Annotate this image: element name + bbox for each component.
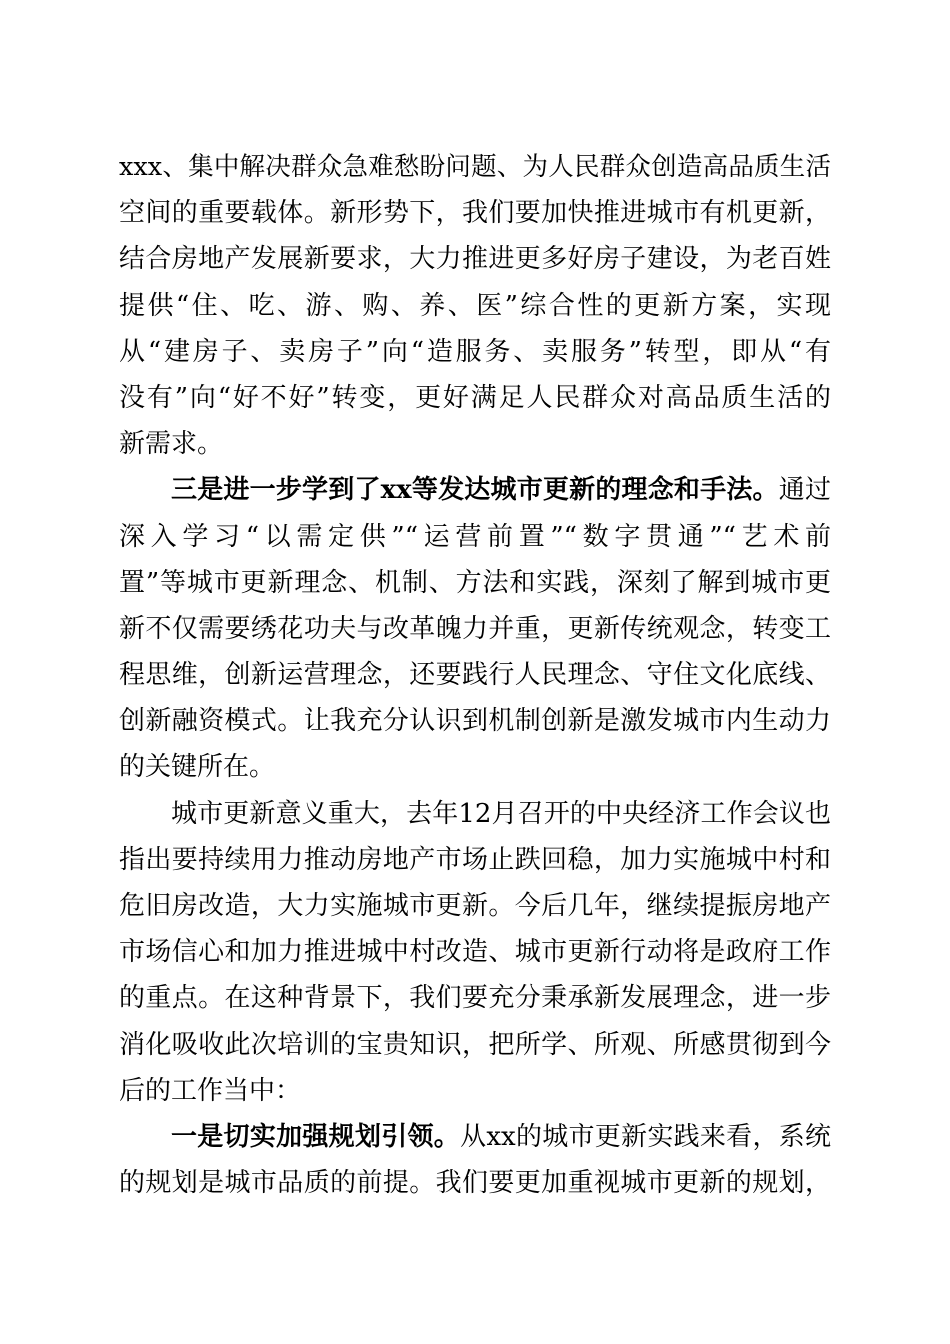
paragraph-2-line-3: 置”等城市更新理念、机制、方法和实践，深刻了解到城市更 (119, 567, 831, 598)
document-body (119, 144, 831, 1206)
paragraph-2-line-5: 程思维，创新运营理念，还要践行人民理念、守住文化底线、 (119, 660, 831, 691)
paragraph-4-line-2: 的规划是城市品质的前提。我们要更加重视城市更新的规划， (119, 1168, 831, 1199)
paragraph-2-first-line (119, 467, 831, 513)
paragraph-1-line-1: xxx、集中解决群众急难愁盼问题、为人民群众创造高品质生活 (119, 152, 831, 182)
paragraph-4-first-line-text: 从xx的城市更新实践来看，系统 (460, 1121, 831, 1152)
paragraph-2-line-4: 新不仅需要绣花功夫与改革魄力并重，更新传统观念，转变工 (119, 613, 831, 644)
paragraph-3-first-line: 城市更新意义重大，去年12月召开的中央经济工作会议也 (171, 798, 831, 829)
paragraph-2-line-7: 的关键所在。 (119, 752, 276, 783)
paragraph-4-heading: 一是切实加强规划引领。 (171, 1121, 461, 1152)
paragraph-1-line-6: 没有”向“好不好”转变，更好满足人民群众对高品质生活的 (119, 382, 831, 413)
paragraph-2-line-6: 创新融资模式。让我充分认识到机制创新是激发城市内生动力 (119, 706, 831, 737)
paragraph-4-first-line (119, 1114, 831, 1160)
paragraph-2-heading: 三是进一步学到了xx等发达城市更新的理念和手法。 (171, 475, 779, 506)
paragraph-3-line-5: 的重点。在这种背景下，我们要充分秉承新发展理念，进一步 (119, 983, 831, 1014)
paragraph-1-line-5: 从“建房子、卖房子”向“造服务、卖服务”转型，即从“有 (119, 336, 831, 367)
paragraph-3-line-2: 指出要持续用力推动房地产市场止跌回稳，加力实施城中村和 (119, 844, 831, 875)
paragraph-1-line-4: 提供“住、吃、游、购、养、医”综合性的更新方案，实现 (119, 290, 831, 321)
paragraph-3-line-6: 消化吸收此次培训的宝贵知识，把所学、所观、所感贯彻到今 (119, 1029, 831, 1060)
paragraph-3-line-4: 市场信心和加力推进城中村改造、城市更新行动将是政府工作 (119, 937, 831, 968)
paragraph-1-line-3: 结合房地产发展新要求，大力推进更多好房子建设，为老百姓 (119, 244, 831, 275)
paragraph-2-first-line-text: 通过 (778, 475, 831, 506)
paragraph-3-line-3: 危旧房改造，大力实施城市更新。今后几年，继续提振房地产 (119, 891, 831, 921)
paragraph-1-line-2: 空间的重要载体。新形势下，我们要加快推进城市有机更新， (119, 198, 831, 229)
paragraph-3-line-7: 后的工作当中： (119, 1075, 302, 1106)
paragraph-2-line-2: 深入学习“以需定供”“运营前置”“数字贯通”“艺术前 (119, 521, 831, 552)
paragraph-1-line-7: 新需求。 (119, 429, 224, 460)
